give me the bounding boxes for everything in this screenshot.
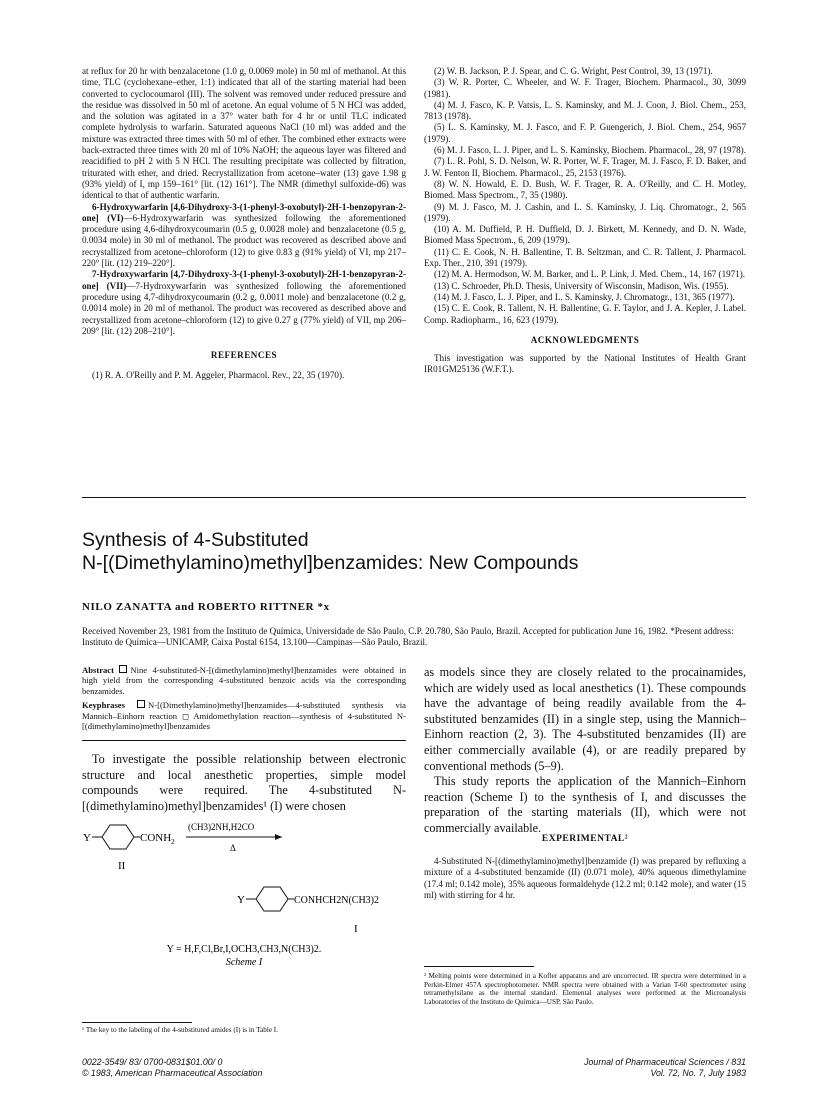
intro-left [82, 752, 406, 814]
top-right-column [424, 66, 746, 376]
reference-item: (2) W. B. Jackson, P. J. Spear, and C. G. Wright, Pest Control, 39, 13 (1971). [434, 66, 713, 76]
compound-i-label: I [354, 923, 358, 935]
lower-left-column [82, 665, 406, 731]
scheme-1-diagram [82, 818, 406, 1018]
title-line-2: N-[(Dimethylamino)methyl]benzamides: New Compounds [82, 552, 579, 574]
reference-item: (7) L. R. Pohl, S. D. Nelson, W. R. Porter, W. F. Trager, M. J. Fasco, F. D. Baker, and J. W. Fenton II, Biochem. Pharmacol., 25, 2153 (1976). [424, 156, 746, 178]
keyphrases-text: N-[(Dimethylamino)methyl]benzamides—4-substituted synthesis via Mannich–Einhorn reaction ◻ Amidomethylation reaction—synthesis of 4-substituted N-[(dimethylamino)methyl]benzamides [82, 700, 406, 732]
article-title [82, 529, 746, 575]
product-group-label: CONHCH2N(CH3)2 [294, 895, 379, 906]
abstract-label: Abstract [82, 665, 120, 675]
reference-item: (15) C. E. Cook, R. Tallent, N. H. Ballentine, G. F. Taylor, and J. A. Kepler, J. Label. Comp. Radiopharm., 16, 623 (1979). [424, 303, 746, 325]
footer-right [486, 1057, 746, 1079]
reference-1: (1) R. A. O'Reilly and P. M. Aggeler, Pharmacol. Rev., 22, 35 (1970). [92, 370, 345, 381]
warfarin-procedure-paragraph: at reflux for 20 hr with benzalacetone (1.0 g, 0.0069 mole) in 50 ml of methanol. At this time, TLC (cyclohexane–ether, 1:1) indicated that all of the starting material had been converted to cyclocoumarol (III). The solvent was removed under reduced pressure and the residue was dissolved in 50 ml of acetone. An equal volume of 5 N HCl was added, and the solution was agitated in a 37° water bath for 4 hr or until TLC indicated complete hydrolysis to warfarin. Saturated aqueous NaCl (10 ml) was added and the mixture was extracted three times with 50 ml of ether. The combined ether extracts were back-extracted three times with 20 ml of 10% NaOH; the aqueous layer was filtered and reacidified to pH 2 with 5 N HCl. The resulting precipitate was collected by filtration, triturated with ether, and dried. Recrystallization from acetone–water (13) gave 1.98 g (93% yield) of I, mp 159–161° [lit. (12) 161°]. The NMR (dimethyl sulfoxide-d6) was identical to that of authentic warfarin. [82, 66, 406, 201]
title-line-1: Synthesis of 4-Substituted [82, 529, 309, 551]
hydroxywarfarin-6-paragraph [82, 202, 406, 270]
reactant-y-label: Y [83, 832, 91, 844]
keyphrases [82, 700, 406, 731]
scheme-caption: Scheme I [225, 957, 263, 968]
reference-item: (5) L. S. Kaminsky, M. J. Fasco, and F. P. Guengerich, J. Biol. Chem., 254, 9657 (1979). [424, 122, 746, 144]
reference-item: (14) M. J. Fasco, L. J. Piper, and L. S. Kaminsky, J. Chromatogr., 131, 365 (1977). [434, 291, 735, 302]
hydroxywarfarin-7-body: —7-Hydroxywarfarin was synthesized following the aforementioned procedure using 4,7-dihydroxycoumarin (0.2 g, 0.0011 mole) and benzalacetone (0.2 g, 0.0014 mole) in 20 ml of methanol. The product was recovered as described above and recrystallized from acetone–chloroform (12) to give 0.27 g (77% yield) of VII, mp 206–209° [lit. (12) 208–210°]. [82, 280, 406, 336]
acknowledgments-text: This investigation was supported by the National Institutes of Health Grant IR01GM25136 (W.F.T.). [424, 353, 746, 375]
reagent-label: (CH3)2NH,H2CO [188, 822, 255, 832]
received-line: Received November 23, 1981 from the Instituto de Química, Universidade de São Paulo, C.P. 20.780, São Paulo, Brazil. Accepted for publication June 16, 1982. *Present address: Instituto de Química—UNICAMP, Caixa Postal 6154, 13.100—Campinas—São Paulo, Brazil. [82, 626, 734, 648]
abstract [82, 665, 406, 696]
reference-item: (6) M. J. Fasco, L. J. Piper, and L. S. Kaminsky, Biochem. Pharmacol., 28, 97 (1978). [434, 145, 746, 156]
reference-item: (10) A. M. Duffield, P. H. Duffield, D. J. Birkett, M. Kennedy, and D. N. Wade, Biomed Mass Spectrom., 6, 209 (1979). [424, 224, 746, 246]
footnote-rule-left [82, 1022, 192, 1023]
heat-delta-label: Δ [230, 843, 236, 853]
experimental-heading: EXPERIMENTAL² [541, 834, 629, 844]
volume-line: Vol. 72, No. 7, July 1983 [650, 1068, 746, 1078]
issn-line: 0022-3549/ 83/ 0700-0831$01.00/ 0 [82, 1057, 223, 1067]
journal-page-line: Journal of Pharmaceutical Sciences / 831 [584, 1057, 746, 1067]
reactant-group-label: $CONH_2$ [140, 832, 175, 846]
footnote-rule-right [424, 966, 534, 967]
reference-item: (13) C. Schroeder, Ph.D. Thesis, University of Wisconsin, Madison, Wis. (1955). [434, 280, 729, 291]
references-list [424, 66, 746, 326]
experimental-paragraph: 4-Substituted N-[(dimethylamino)methyl]benzamide (I) was prepared by refluxing a mixture of a 4-substituted benzamide (II) (0.071 mole), 40% aqueous dimethylamine (17.4 ml; 0.142 mole), 35% aqueous formaldehyde (12.2 ml; 0.142 mole), and water (15 ml) with stirring for 4 hr. [424, 856, 746, 900]
acknowledgments-heading: ACKNOWLEDGMENTS [530, 334, 640, 345]
footer-left [82, 1057, 262, 1079]
hydroxywarfarin-6-body: —6-Hydroxywarfarin was synthesized following the aforementioned procedure using 4,6-dihydroxycoumarin (0.5 g, 0.0028 mole) and benzalacetone (0.5 g, 0.0034 mole) in 30 ml of methanol. The product was recovered as described above and recrystallized from acetone–chloroform (12) to give 0.83 g (91% yield) of VI, mp 217–220° [lit. (12) 219–220°]. [82, 212, 406, 269]
product-y-label: Y [237, 894, 245, 906]
authors: NILO ZANATTA and ROBERTO RITTNER *x [82, 601, 330, 613]
experimental-text [424, 856, 746, 901]
benzene-ring-reactant [102, 825, 134, 849]
hydroxywarfarin-7-paragraph [82, 269, 406, 337]
compound-ii-label: II [118, 860, 126, 872]
reference-item: (11) C. E. Cook, N. H. Ballentine, T. B. Seltzman, and C. R. Tallent, J. Pharmacol. Exp. Ther., 210, 391 (1979). [424, 246, 746, 269]
abstract-text: Nine 4-substituted-N-[(dimethylamino)methyl]benzamides were obtained in high yield from the corresponding 4-substituted benzoic acids via the corresponding benzamides. [82, 665, 406, 696]
reference-item: (12) M. A. Hermodson, W. M. Barker, and L. P. Link, J. Med. Chem., 14, 167 (1971). [434, 269, 746, 280]
reference-item: (8) W. N. Howald, E. D. Bush, W. F. Trager, R. A. O'Reilly, and C. H. Motley, Biomed. Mass Spectrom., 7, 35 (1980). [424, 178, 746, 201]
footnote-1: ¹ The key to the labeling of the 4-substituted amides (I) is in Table I. [82, 1026, 279, 1034]
reference-item: (4) M. J. Fasco, K. P. Vatsis, L. S. Kaminsky, and M. J. Coon, J. Biol. Chem., 253, 7813 (1978). [424, 99, 746, 122]
hydroxywarfarin-6-heading: 6-Hydroxywarfarin [4,6-Dihydroxy-3-(1-phenyl-3-oxobutyl)-2H-1-benzopyran-2-one] (VI) [82, 201, 406, 223]
intro-right-paragraph-1: as models since they are closely related to the procainamides, which are widely used as local anesthetics (1). These compounds have the advantage of being readily available from the 4-substituted benzamides (II) in a single step, using the Mannich–Einhorn reaction (2, 3). The 4-substituted benzamides (II) are either commercially available (4), or are readily prepared by conventional methods (5–9). [424, 665, 746, 773]
intro-right [424, 665, 746, 837]
footnote-2: ² Melting points were determined in a Kofler apparatus and are uncorrected. IR spectra were determined in a Perkin-Elmer 457A spectrophotometer. NMR spectra were obtained with a Varian T-60 spectrometer using tetramethylsilane as the internal standard. Elemental analyses were performed at the Microanalysis Laboratories of the Instituto de Química—USP, São Paulo. [424, 972, 746, 1006]
keyphrases-box-icon [137, 700, 145, 708]
copyright-line: © 1983, American Pharmaceutical Association [82, 1068, 263, 1078]
intro-right-paragraph-2: This study reports the application of the Mannich–Einhorn reaction (Scheme I) to the synthesis of I, and discusses the preparation of the starting materials (II), which were not commercially available. [424, 774, 746, 835]
substituents-list: Y = H,F,Cl,Br,I,OCH3,CH3,N(CH3)2. [166, 944, 322, 955]
top-left-column [82, 66, 406, 382]
hydroxywarfarin-7-heading: 7-Hydroxywarfarin [4,7-Dihydroxy-3-(1-phenyl-3-oxobutyl)-2H-1-benzopyran-2-one] (VII) [82, 269, 406, 291]
reference-item: (3) W. R. Porter, C. Wheeler, and W. F. Trager, Biochem. Pharmacol., 30, 3099 (1981). [424, 77, 746, 99]
benzene-ring-product [256, 887, 288, 911]
intro-left-text: To investigate the possible relationship between electronic structure and local anesthetic properties, simple model compounds were required. The 4-substituted N-[(dimethylamino)methyl]benzamides¹ (I) were chosen [82, 752, 406, 813]
references-heading: REFERENCES [210, 350, 278, 361]
abstract-divider [82, 740, 406, 741]
title-divider [82, 497, 746, 498]
reference-item: (9) M. J. Fasco, M. J. Cashin, and L. S. Kaminsky, J. Liq. Chromatogr., 2, 565 (1979). [424, 201, 746, 223]
abstract-box-icon [119, 665, 127, 673]
keyphrases-label: Keyphrases [82, 700, 138, 711]
